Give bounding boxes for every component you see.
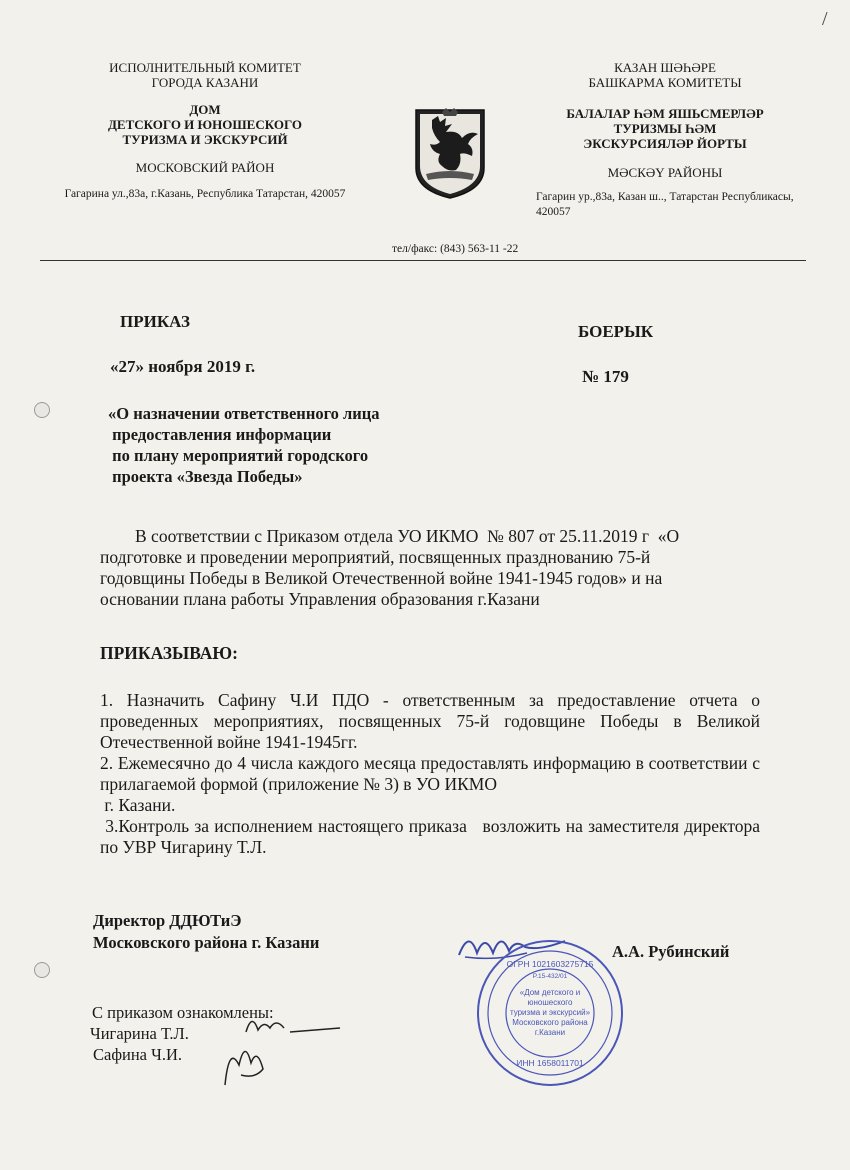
order-number: № 179 bbox=[582, 367, 629, 386]
house-line-3: ТУРИЗМА И ЭКСКУРСИЙ bbox=[122, 132, 288, 147]
org-line-2-tt: БАШКАРМА КОМИТЕТЫ bbox=[588, 75, 742, 90]
punch-hole bbox=[34, 402, 50, 418]
house-line-1: ДОМ bbox=[189, 102, 221, 117]
subject-line: проекта «Звезда Победы» bbox=[108, 467, 303, 486]
signature-safina bbox=[215, 1035, 275, 1090]
address-tt bbox=[520, 190, 810, 220]
subject-line: «О назначении ответственного лица bbox=[108, 404, 380, 423]
order-item-2-cont: г. Казани. bbox=[100, 795, 176, 815]
corner-mark: / bbox=[822, 8, 828, 30]
stamp-code: P.15-432/01 bbox=[532, 973, 568, 980]
house-line-1-tt: БАЛАЛАР ҺӘМ ЯШЬСМЕРЛӘР bbox=[566, 106, 764, 121]
telfax: тел/факс: (843) 563-11 -22 bbox=[392, 243, 519, 255]
command-heading: ПРИКАЗЫВАЮ: bbox=[100, 643, 238, 663]
stamp-center-line: юношеского bbox=[527, 998, 573, 1007]
address-tt-line-1: Гагарин ур.,83а, Казан ш.., Татарстан Республикасы, bbox=[536, 191, 794, 203]
stamp-center-line: Московского района bbox=[512, 1018, 588, 1027]
stamp-center-line: «Дом детского и bbox=[519, 988, 581, 997]
preamble-line: основании плана работы Управления образования г.Казани bbox=[100, 589, 540, 609]
house-line-3-tt: ЭКСКУРСИЯЛӘР ЙОРТЫ bbox=[583, 136, 747, 151]
signatory-position-line-1: Директор ДДЮТиЭ bbox=[93, 911, 242, 930]
header-divider bbox=[40, 260, 806, 261]
org-line-2: ГОРОДА КАЗАНИ bbox=[151, 75, 259, 90]
preamble bbox=[100, 526, 760, 610]
order-subject bbox=[108, 403, 468, 487]
subject-line: предоставления информации bbox=[108, 425, 332, 444]
org-line-1: ИСПОЛНИТЕЛЬНЫЙ КОМИТЕТ bbox=[109, 60, 301, 75]
district-tt: МӘСКӘҮ РАЙОНЫ bbox=[607, 165, 723, 180]
district: МОСКОВСКИЙ РАЙОН bbox=[135, 160, 275, 175]
header-right-tt bbox=[520, 60, 810, 220]
order-title-ru: ПРИКАЗ bbox=[120, 312, 190, 331]
preamble-line: В соответствии с Приказом отдела УО ИКМО № 807 от 25.11.2019 г «О bbox=[100, 526, 680, 546]
org-line-1-tt: КАЗАН ШӘҺӘРЕ bbox=[614, 60, 716, 75]
acknowledgement-heading: С приказом ознакомлены: bbox=[92, 1003, 274, 1022]
stamp-center-line: г.Казани bbox=[534, 1028, 566, 1037]
preamble-line: годовщины Победы в Великой Отечественной войне 1941-1945 годов» и на bbox=[100, 568, 663, 588]
signatory-position bbox=[93, 910, 319, 954]
signatory-name: А.А. Рубинский bbox=[612, 942, 730, 961]
stamp-inn: ИНН 1658011701 bbox=[516, 1058, 584, 1068]
house-line-2: ДЕТСКОГО И ЮНОШЕСКОГО bbox=[107, 117, 303, 132]
order-item-2: 2. Ежемесячно до 4 числа каждого месяца предоставлять информацию в соответствии с прилагаемой формой (приложение № 3) в УО ИКМО bbox=[100, 753, 760, 794]
order-title-tt: БОЕРЫК bbox=[578, 322, 654, 341]
signatory-position-line-2: Московского района г. Казани bbox=[93, 933, 320, 952]
stamp-ogrn: ОГРН 1021603275715 bbox=[506, 959, 594, 969]
order-items bbox=[100, 690, 765, 858]
address: Гагарина ул.,83а, г.Казань, Республика Татарстан, 420057 bbox=[64, 188, 346, 200]
preamble-line: подготовке и проведении мероприятий, посвященных празднованию 75-й bbox=[100, 547, 651, 567]
header-left-ru bbox=[60, 60, 350, 202]
punch-hole bbox=[34, 962, 50, 978]
order-date: «27» ноября 2019 г. bbox=[110, 357, 256, 376]
kazan-coat-of-arms-emblem bbox=[412, 108, 488, 200]
house-line-2-tt: ТУРИЗМЫ ҺӘМ bbox=[613, 121, 717, 136]
order-item-1: 1. Назначить Сафину Ч.И ПДО - ответственным за предоставление отчета о проведенных мероприятиях, посвященных 75-й годовщине Победы в Великой Отечественной войне 1941-1945гг. bbox=[100, 690, 760, 752]
order-item-3: 3.Контроль за исполнением настоящего приказа возложить на заместителя директора по УВР Чигарину Т.Л. bbox=[100, 816, 765, 857]
acknowledged-name: Чигарина Т.Л. bbox=[90, 1024, 189, 1043]
address-tt-line-2: 420057 bbox=[536, 206, 571, 218]
subject-line: по плану мероприятий городского bbox=[108, 446, 369, 465]
official-stamp bbox=[475, 938, 625, 1088]
acknowledged-name: Сафина Ч.И. bbox=[93, 1045, 183, 1064]
stamp-center-line: туризма и экскурсий» bbox=[509, 1008, 591, 1017]
